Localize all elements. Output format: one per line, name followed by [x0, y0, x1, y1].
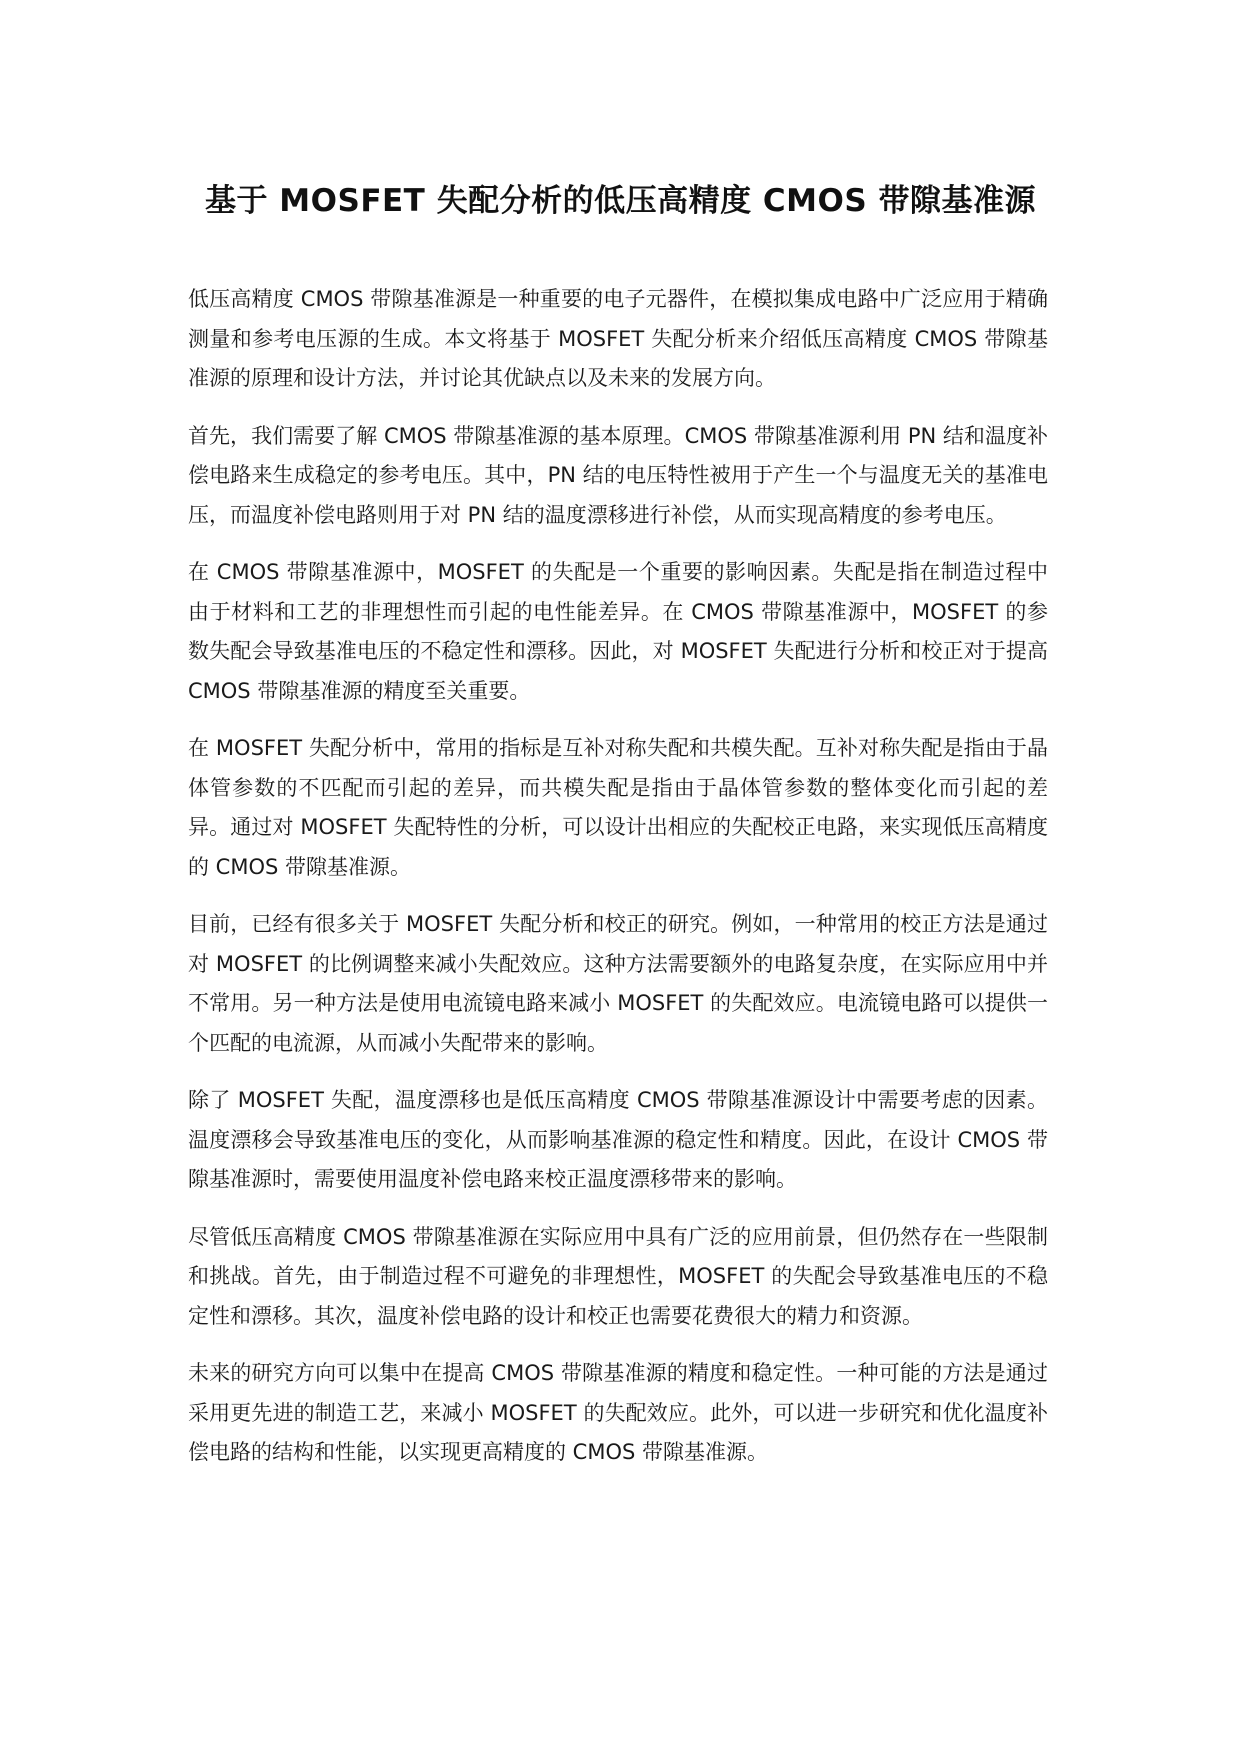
paragraph-limitations: 尽管低压高精度 CMOS 带隙基准源在实际应用中具有广泛的应用前景，但仍然存在一些限制和挑战。首先，由于制造过程不可避免的非理想性，MOSFET 的失配会导致基准电压的不稳定性和漂移。其次，温度补偿电路的设计和校正也需要花费很大的精力和资源。: [188, 1224, 1048, 1328]
document-body: [188, 280, 1048, 1491]
paragraph-mosfet-mismatch: 在 CMOS 带隙基准源中，MOSFET 的失配是一个重要的影响因素。失配是指在制造过程中由于材料和工艺的非理想性而引起的电性能差异。在 CMOS 带隙基准源中，MOSFET 的参数失配会导致基准电压的不稳定性和漂移。因此，对 MOSFET 失配进行分析和校正对于提高 CMOS 带隙基准源的精度至关重要。: [188, 560, 1048, 703]
paragraph-future-directions: 未来的研究方向可以集中在提高 CMOS 带隙基准源的精度和稳定性。一种可能的方法是通过采用更先进的制造工艺，来减小 MOSFET 的失配效应。此外，可以进一步研究和优化温度补偿电路的结构和性能，以实现更高精度的 CMOS 带隙基准源。: [188, 1361, 1048, 1464]
paragraph-temperature-drift: 除了 MOSFET 失配，温度漂移也是低压高精度 CMOS 带隙基准源设计中需要考虑的因素。温度漂移会导致基准电压的变化，从而影响基准源的稳定性和精度。因此，在设计 CMOS 带隙基准源时，需要使用温度补偿电路来校正温度漂移带来的影响。: [188, 1088, 1048, 1191]
paragraph-current-research: 目前，已经有很多关于 MOSFET 失配分析和校正的研究。例如，一种常用的校正方法是通过对 MOSFET 的比例调整来减小失配效应。这种方法需要额外的电路复杂度，在实际应用中并不常用。另一种方法是使用电流镜电路来减小 MOSFET 的失配效应。电流镜电路可以提供一个匹配的电流源，从而减小失配带来的影响。: [188, 912, 1048, 1055]
document-title: 基于 MOSFET 失配分析的低压高精度 CMOS 带隙基准源: [205, 183, 1036, 219]
paragraph-mismatch-analysis: 在 MOSFET 失配分析中，常用的指标是互补对称失配和共模失配。互补对称失配是指由于晶体管参数的不匹配而引起的差异，而共模失配是指由于晶体管参数的整体变化而引起的差异。通过对 MOSFET 失配特性的分析，可以设计出相应的失配校正电路，来实现低压高精度的 CMOS 带隙基准源。: [188, 736, 1048, 879]
paragraph-intro: 低压高精度 CMOS 带隙基准源是一种重要的电子元器件，在模拟集成电路中广泛应用于精确测量和参考电压源的生成。本文将基于 MOSFET 失配分析来介绍低压高精度 CMOS 带隙基准源的原理和设计方法，并讨论其优缺点以及未来的发展方向。: [188, 287, 1048, 390]
paragraph-basic-principle: 首先，我们需要了解 CMOS 带隙基准源的基本原理。CMOS 带隙基准源利用 PN 结和温度补偿电路来生成稳定的参考电压。其中，PN 结的电压特性被用于产生一个与温度无关的基准电压，而温度补偿电路则用于对 PN 结的温度漂移进行补偿，从而实现高精度的参考电压。: [188, 423, 1048, 527]
